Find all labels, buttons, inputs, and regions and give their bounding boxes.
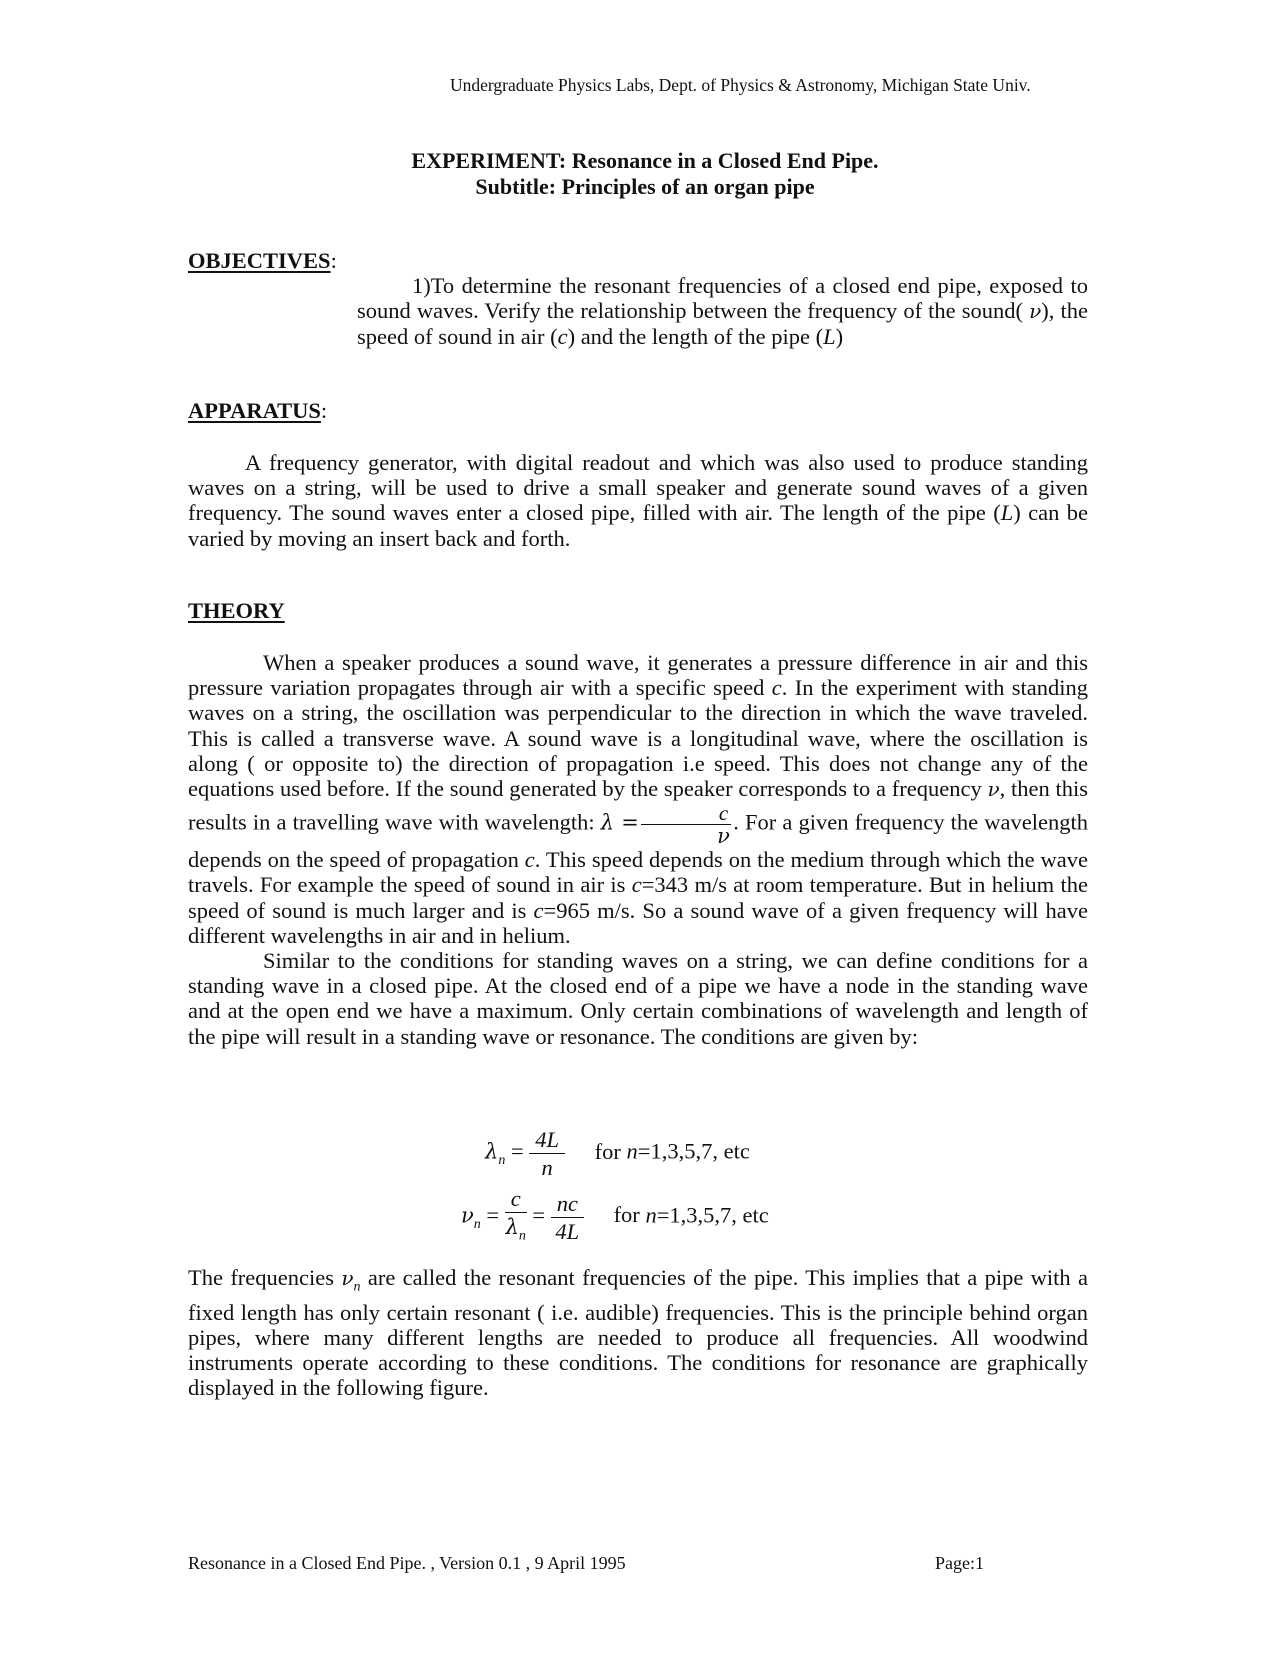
equation-wavelength: $\lambda_n$ = $\frac{4L}{n}$ for n=1,3,5,7, etc bbox=[485, 1127, 750, 1180]
wavelength-formula: λ = bbox=[600, 810, 639, 835]
footer-version: Resonance in a Closed End Pipe. , Version 0.1 , 9 April 1995 bbox=[188, 1553, 626, 1573]
apparatus-paragraph: A frequency generator, with digital readout and which was also used to produce standing waves on a string, will be used to drive a small speaker and generate sound waves of a given frequency. The sound waves enter a closed pipe, filled with air. The length of the pipe (L) can be varied by moving an insert back and forth. bbox=[188, 450, 1089, 551]
experiment-title: EXPERIMENT: Resonance in a Closed End Pipe. bbox=[411, 148, 879, 173]
objectives-heading: OBJECTIVES: bbox=[188, 248, 337, 273]
theory-heading: THEORY bbox=[188, 598, 285, 623]
running-head: Undergraduate Physics Labs, Dept. of Physics & Astronomy, Michigan State Univ. bbox=[450, 75, 1031, 95]
footer-page-number: Page:1 bbox=[935, 1553, 984, 1573]
equation-frequency: $\nu_n$ = $\frac{c}{\lambda_n}$ = $\frac{nc}{4L}$ for n=1,3,5,7, etc bbox=[461, 1186, 769, 1244]
theory-paragraph-2: Similar to the conditions for standing waves on a string, we can define conditions for a standing wave in a closed pipe. At the closed end of a pipe we have a node in the standing wave and at the open end we have a maximum. Only certain combinations of wavelength and length of the pipe will result in a standing wave or resonance. The conditions are given by: bbox=[188, 948, 1088, 1049]
wavelength-fraction: $\frac{c}{\nu}$ bbox=[641, 802, 731, 847]
experiment-subtitle: Subtitle: Principles of an organ pipe bbox=[475, 174, 815, 199]
theory-paragraph-1: When a speaker produces a sound wave, it generates a pressure difference in air and this pressure variation propagates through air with a specific speed c. In the experiment with standing waves on a string, the oscillation was perpendicular to the direction in which the wave traveled. This is called a transverse wave. A sound wave is a longitudinal wave, where the oscillation is along ( or opposite to) the direction of propagation i.e speed. This does not change any of the equations used before. If the sound generated by the speaker corresponds to a frequency ν, then this results in a travelling wave with wavelength: λ = $\frac{c}{\nu}$ . For a given frequency the wavelength depends on the speed of propagation c. This speed depends on the medium through which the wave travels. For example the speed of sound in air is c=343 m/s at room temperature. But in helium the speed of sound is much larger and is c=965 m/s. So a sound wave of a given frequency will have different wavelengths in air and in helium. Similar to the conditions for standing waves on a string, we can define conditions for a standing wave in a closed pipe. At the closed end of a pipe we have a node in the standing wave and at the open end we have a maximum. Only certain combinations of wavelength and length of the pipe will result in a standing wave or resonance. The conditions are given by: bbox=[188, 650, 1088, 1049]
apparatus-heading: APPARATUS: bbox=[188, 398, 328, 423]
objectives-text: 1)To determine the resonant frequencies of a closed end pipe, exposed to sound waves. Verify the relationship between the frequency of the sound( ν), the speed of sound in air (c) and the length of the pipe (L) bbox=[357, 272, 1088, 349]
title-block bbox=[0, 148, 1280, 200]
theory-paragraph-3: The frequencies $\nu_n$ are called the resonant frequencies of the pipe. This implies that a pipe with a fixed length has only certain resonant ( i.e. audible) frequencies. This is the principle behind organ pipes, where many different lengths are needed to produce all frequencies. All woodwind instruments operate according to these conditions. The conditions for resonance are graphically displayed in the following figure. bbox=[188, 1265, 1088, 1401]
